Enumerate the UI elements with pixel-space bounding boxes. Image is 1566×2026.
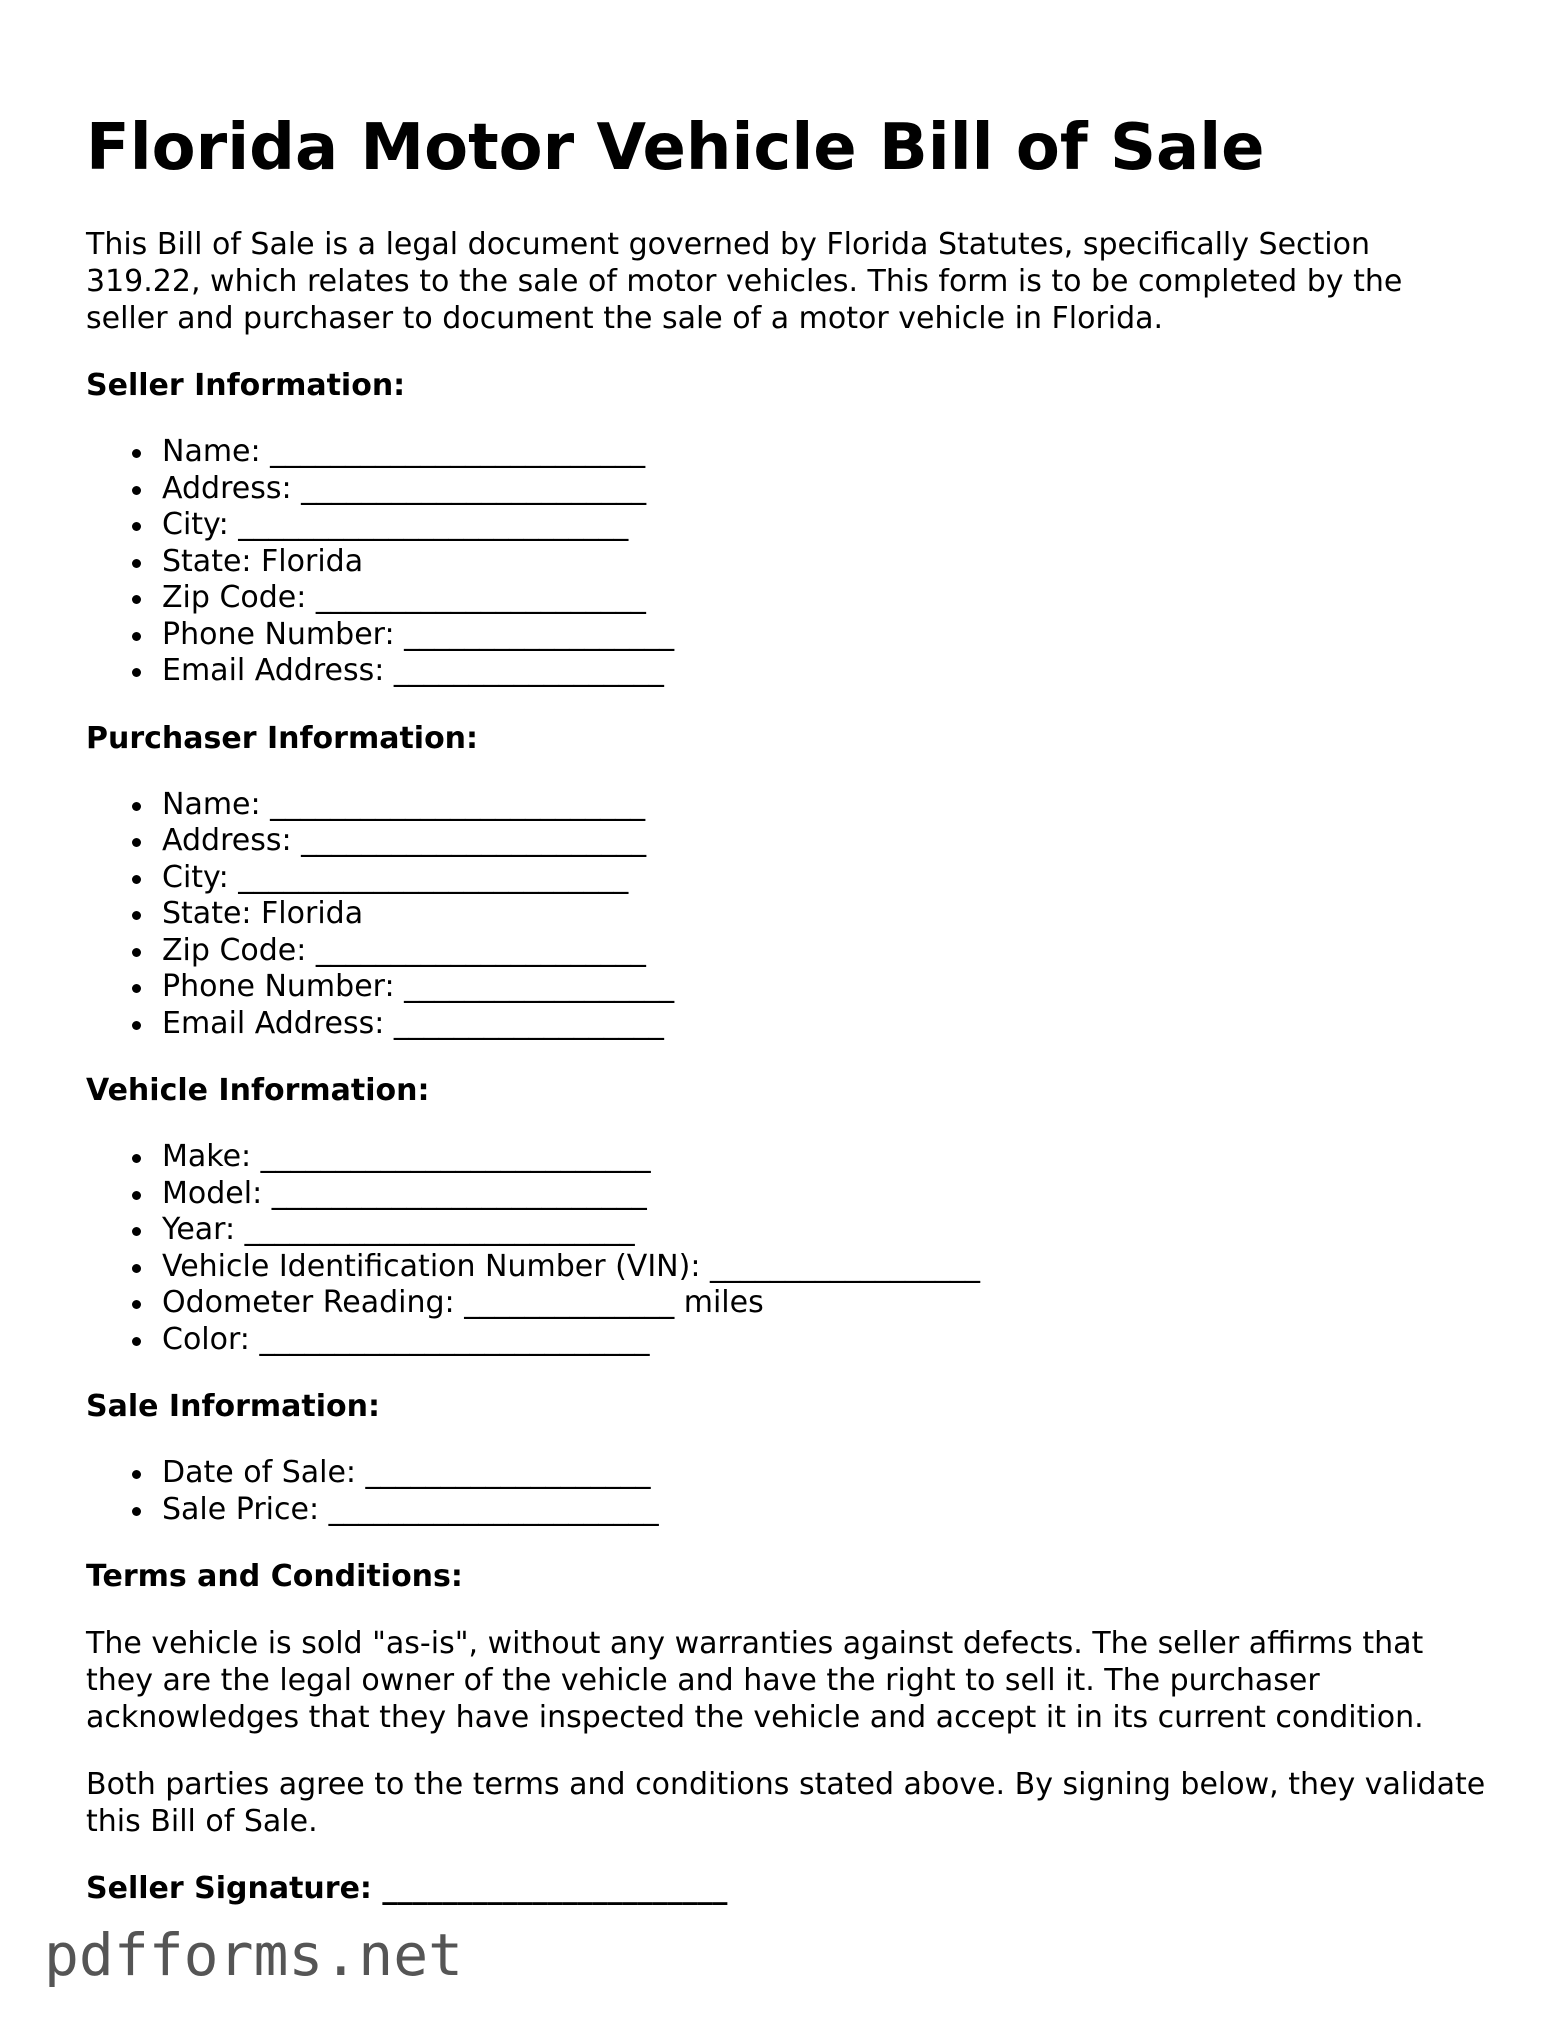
vehicle-make-field[interactable]: Make: __________________________	[162, 1139, 1486, 1176]
vehicle-heading: Vehicle Information:	[86, 1073, 430, 1108]
vehicle-year-field[interactable]: Year: __________________________	[162, 1212, 1486, 1249]
vehicle-color-field[interactable]: Color: __________________________	[162, 1322, 1486, 1359]
terms-heading: Terms and Conditions:	[86, 1559, 463, 1594]
page-title: Florida Motor Vehicle Bill of Sale	[86, 111, 1265, 185]
vehicle-model-field[interactable]: Model: _________________________	[162, 1176, 1486, 1213]
sale-price-field[interactable]: Sale Price: ______________________	[162, 1492, 1486, 1529]
purchaser-name-field[interactable]: Name: _________________________	[162, 787, 1486, 824]
seller-name-field[interactable]: Name: _________________________	[162, 434, 1486, 471]
purchaser-state-field: State: Florida	[162, 896, 1486, 933]
sale-date-field[interactable]: Date of Sale: ___________________	[162, 1455, 1486, 1492]
seller-email-field[interactable]: Email Address: __________________	[162, 653, 1486, 690]
seller-address-field[interactable]: Address: _______________________	[162, 471, 1486, 508]
vehicle-odometer-field[interactable]: Odometer Reading: ______________ miles	[162, 1285, 1486, 1322]
agreement-paragraph: Both parties agree to the terms and conditions stated above. By signing below, they validate this Bill of Sale.	[86, 1767, 1486, 1839]
seller-phone-field[interactable]: Phone Number: __________________	[162, 617, 1486, 654]
seller-zip-field[interactable]: Zip Code: ______________________	[162, 580, 1486, 617]
purchaser-address-field[interactable]: Address: _______________________	[162, 823, 1486, 860]
seller-city-field[interactable]: City: __________________________	[162, 507, 1486, 544]
seller-heading: Seller Information:	[86, 368, 406, 403]
purchaser-list	[86, 787, 1486, 1043]
document-body	[86, 226, 1486, 1907]
seller-list	[86, 434, 1486, 690]
sale-heading: Sale Information:	[86, 1389, 380, 1424]
purchaser-heading: Purchaser Information:	[86, 720, 479, 756]
purchaser-city-field[interactable]: City: __________________________	[162, 860, 1486, 897]
seller-state-field: State: Florida	[162, 544, 1486, 581]
purchaser-email-field[interactable]: Email Address: __________________	[162, 1006, 1486, 1043]
vehicle-vin-field[interactable]: Vehicle Identification Number (VIN): __________________	[162, 1249, 1486, 1286]
watermark: pdfforms.net	[44, 1921, 464, 1989]
purchaser-zip-field[interactable]: Zip Code: ______________________	[162, 933, 1486, 970]
seller-signature-field[interactable]: Seller Signature: _______________________	[86, 1871, 728, 1906]
vehicle-list	[86, 1139, 1486, 1358]
intro-paragraph: This Bill of Sale is a legal document governed by Florida Statutes, specifically Section 319.22, which relates to the sale of motor vehicles. This form is to be completed by the seller and purchaser to document the sale of a motor vehicle in Florida.	[86, 227, 1403, 336]
purchaser-phone-field[interactable]: Phone Number: __________________	[162, 969, 1486, 1006]
sale-list	[86, 1455, 1486, 1528]
terms-paragraph: The vehicle is sold "as-is", without any warranties against defects. The seller affirms that they are the legal owner of the vehicle and have the right to sell it. The purchaser acknowledges that they have inspected the vehicle and accept it in its current condition.	[86, 1626, 1424, 1735]
